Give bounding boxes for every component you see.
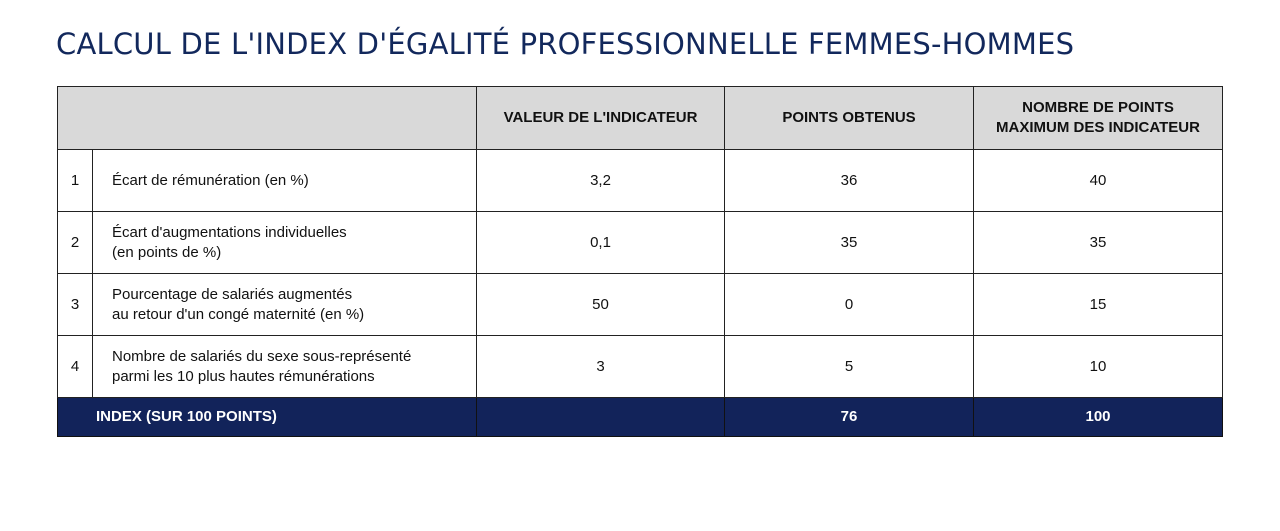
table-row bbox=[58, 212, 1223, 274]
row-number: 2 bbox=[58, 212, 93, 274]
index-table bbox=[57, 86, 1223, 437]
table-row bbox=[58, 274, 1223, 336]
row-indicator-value: 50 bbox=[477, 274, 725, 336]
row-number: 1 bbox=[58, 150, 93, 212]
row-indicator-value: 0,1 bbox=[477, 212, 725, 274]
row-points-obtained: 5 bbox=[725, 336, 974, 398]
table-row bbox=[58, 336, 1223, 398]
row-label-line1: Écart de rémunération (en %) bbox=[112, 171, 309, 189]
total-max-points: 100 bbox=[974, 398, 1223, 437]
row-label bbox=[93, 212, 477, 274]
row-label-line1: Nombre de salariés du sexe sous-représenté bbox=[112, 347, 412, 365]
row-label-line2: au retour d'un congé maternité (en %) bbox=[112, 305, 365, 323]
row-number: 4 bbox=[58, 336, 93, 398]
row-max-points: 10 bbox=[974, 336, 1223, 398]
row-points-obtained: 0 bbox=[725, 274, 974, 336]
page-title: CALCUL DE L'INDEX D'ÉGALITÉ PROFESSIONNELLE FEMMES-HOMMES bbox=[56, 27, 1075, 61]
row-label bbox=[93, 150, 477, 212]
row-label bbox=[93, 336, 477, 398]
table-header-row bbox=[58, 87, 1223, 150]
row-indicator-value: 3 bbox=[477, 336, 725, 398]
row-indicator-value: 3,2 bbox=[477, 150, 725, 212]
row-points-obtained: 35 bbox=[725, 212, 974, 274]
row-label-line1: Pourcentage de salariés augmentés bbox=[112, 285, 353, 303]
row-label-line1: Écart d'augmentations individuelles bbox=[112, 223, 347, 241]
total-points-obtained: 76 bbox=[725, 398, 974, 437]
header-points-obtained: POINTS OBTENUS bbox=[725, 87, 974, 150]
header-max-points-line1: NOMBRE DE POINTS bbox=[1022, 99, 1174, 116]
header-max-points-line2: MAXIMUM DES INDICATEUR bbox=[996, 119, 1200, 136]
row-max-points: 40 bbox=[974, 150, 1223, 212]
header-max-points bbox=[974, 87, 1223, 150]
row-max-points: 35 bbox=[974, 212, 1223, 274]
total-label: INDEX (SUR 100 POINTS) bbox=[58, 398, 477, 437]
header-indicator-value: VALEUR DE L'INDICATEUR bbox=[477, 87, 725, 150]
header-empty-cell bbox=[58, 87, 477, 150]
row-label bbox=[93, 274, 477, 336]
total-indicator-value bbox=[477, 398, 725, 437]
row-max-points: 15 bbox=[974, 274, 1223, 336]
row-number: 3 bbox=[58, 274, 93, 336]
row-label-line2: (en points de %) bbox=[112, 243, 222, 261]
row-label-line2: parmi les 10 plus hautes rémunérations bbox=[112, 367, 375, 385]
total-row bbox=[58, 398, 1223, 437]
table-row bbox=[58, 150, 1223, 212]
row-points-obtained: 36 bbox=[725, 150, 974, 212]
